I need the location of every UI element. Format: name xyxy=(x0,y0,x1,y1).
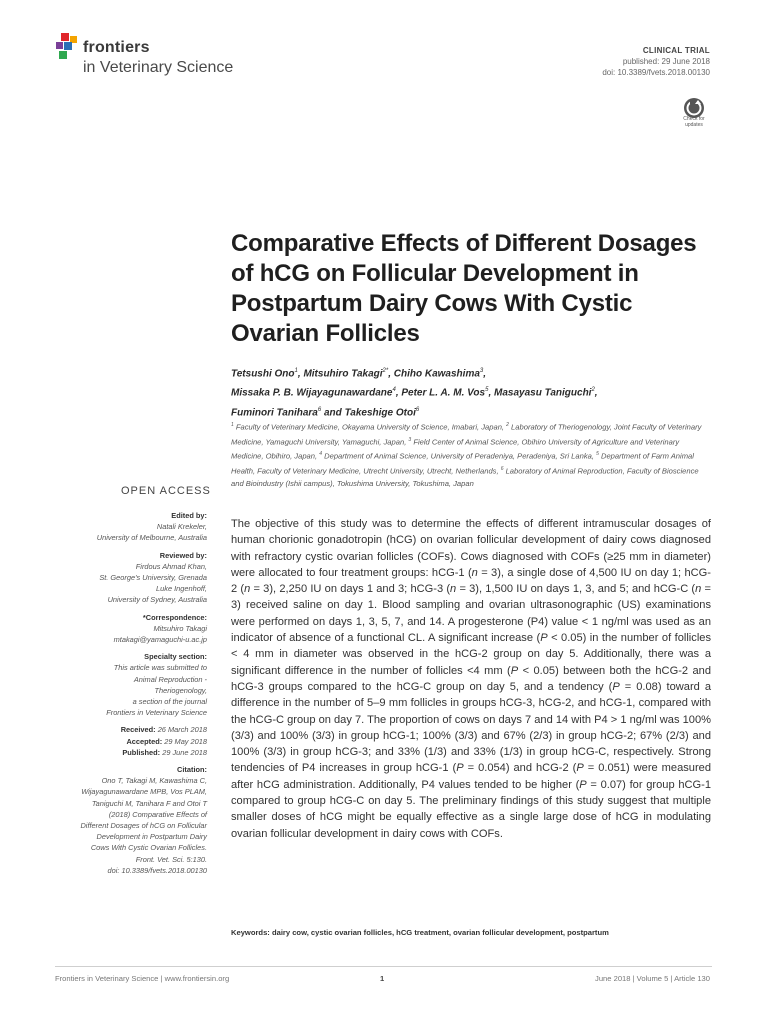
citation-line: Front. Vet. Sci. 5:130. xyxy=(135,854,207,864)
affiliation-marker: 4 xyxy=(319,451,322,458)
received-date: Received: 26 March 2018 xyxy=(120,725,207,735)
specialty-section xyxy=(55,651,207,718)
published-date: published: 29 June 2018 xyxy=(622,57,710,66)
author-name[interactable]: Takeshige Otoi xyxy=(344,406,416,418)
citation-line: Different Dosages of hCG on Follicular xyxy=(80,821,207,831)
reviewer-affiliation: University of Sydney, Australia xyxy=(107,595,207,605)
specialty-line: Animal Reproduction - xyxy=(133,674,207,684)
logo-square-green xyxy=(59,51,67,59)
author-affiliation-marker: 5 xyxy=(485,387,489,394)
affiliation-text: Laboratory of Theriogenology, Joint Faculty of Veterinary Medicine, Yamaguchi University, Yamaguchi, Japan, xyxy=(231,422,702,447)
correspondence-label: *Correspondence: xyxy=(142,612,207,622)
affiliation-text: Field Center of Animal Science, Obihiro University of Agriculture and Veterinary Medicine, Obihiro, Japan, xyxy=(231,437,680,461)
citation-section xyxy=(55,764,207,876)
citation-line: Development in Postpartum Dairy xyxy=(96,832,207,842)
edited-by-section xyxy=(55,510,207,544)
statistic-symbol: P xyxy=(540,632,548,645)
open-access-label: OPEN ACCESS xyxy=(121,485,211,497)
frontiers-logo-icon xyxy=(55,33,81,61)
footer-journal-link[interactable]: Frontiers in Veterinary Science | www.frontiersin.org xyxy=(55,974,230,983)
affiliations xyxy=(231,419,711,490)
reviewer-name: Luke Ingenhoff, xyxy=(156,584,207,594)
article-sidebar xyxy=(55,510,207,882)
article-type: CLINICAL TRIAL xyxy=(642,46,710,55)
correspondence-section xyxy=(55,612,207,646)
author-affiliation-marker: 1 xyxy=(294,368,298,374)
affiliation-marker: 2 xyxy=(506,422,509,428)
author-affiliation-marker: 2 xyxy=(591,387,595,394)
author-name[interactable]: Missaka P. B. Wijayagunawardane xyxy=(231,387,393,399)
citation-doi[interactable]: doi: 10.3389/fvets.2018.00130 xyxy=(107,865,207,875)
affiliation-text: Faculty of Veterinary Medicine, Okayama University of Science, Imabari, Japan, xyxy=(233,422,507,432)
statistic-symbol: P xyxy=(612,680,620,693)
reviewer-name: Firdous Ahmad Khan, xyxy=(135,561,207,571)
logo-square-red xyxy=(61,33,69,41)
author-name[interactable]: Mitsuhiro Takagi xyxy=(303,368,383,380)
published-date-sidebar: Published: 29 June 2018 xyxy=(122,747,207,757)
keywords-list: dairy cow, cystic ovarian follicles, hCG treatment, ovarian follicular development, postpartum xyxy=(271,928,609,937)
affiliation-text: Department of Farm Animal Health, Faculty of Veterinary Medicine, Utrecht University, Utrecht, Netherlands, xyxy=(231,452,694,476)
statistic-symbol: P xyxy=(456,762,464,775)
keywords xyxy=(231,928,711,937)
journal-section: in Veterinary Science xyxy=(83,59,234,76)
author-name[interactable]: Peter L. A. M. Vos xyxy=(401,387,486,399)
statistic-symbol: P xyxy=(579,778,587,791)
statistic-symbol: n xyxy=(450,583,457,596)
editor-name: Natali Krekeler, xyxy=(156,522,207,532)
citation-line: Ono T, Takagi M, Kawashima C, xyxy=(101,776,207,786)
affiliation-text: Department of Animal Science, University of Peradeniya, Peradeniya, Sri Lanka, xyxy=(322,452,597,461)
affiliation-marker: 5 xyxy=(596,451,599,458)
citation-label: Citation: xyxy=(177,765,207,775)
article-meta xyxy=(602,46,710,77)
author-affiliation-marker: 6 xyxy=(317,406,322,413)
keywords-label: Keywords: xyxy=(231,928,270,937)
reviewed-by-section xyxy=(55,550,207,606)
footer-divider xyxy=(55,966,712,967)
specialty-line: a section of the journal xyxy=(132,697,207,707)
author-affiliation-marker: 4 xyxy=(392,387,396,394)
statistic-symbol: P xyxy=(576,762,584,775)
accepted-date: Accepted: 29 May 2018 xyxy=(126,736,207,746)
affiliation-marker: 6 xyxy=(500,466,504,473)
specialty-label: Specialty section: xyxy=(144,652,207,662)
editor-affiliation: University of Melbourne, Australia xyxy=(96,533,207,543)
citation-line: Wijayagunawardane MPB, Vos PLAM, xyxy=(81,787,207,797)
check-for-updates-label: Check for updates xyxy=(683,116,705,128)
reviewed-by-label: Reviewed by: xyxy=(159,550,207,560)
correspondence-name: Mitsuhiro Takagi xyxy=(153,623,207,633)
logo-square-orange xyxy=(70,36,77,43)
statistic-symbol: P xyxy=(510,664,519,677)
abstract-text: The objective of this study was to determine the effects of different intramuscular dosages of human chorionic gonadotropin (hCG) on ovarian follicular development of dairy cows diagnosed with refractory cystic ovarian follicles (COFs). Cows diagnosed with COFs (≥25 mm in diameter) were allocated to four treatment groups: hCG-1 (n = 3), a single dose of 4,500 IU on day 1; hCG-2 (n = 3), 2,250 IU on days 1 and 3; hCG-3 (n = 3), 1,500 IU on days 1, 3, and 5; and hCG-C (n = 3) received saline on day 1. Blood sampling and ovarian ultrasonographic (US) examinations were performed on days 1, 3, 5, 7, and 14. A progesterone (P4) value < 1 ng/ml was used as an indicator of absence of a functional CL. A significant increase (P < 0.05) in the number of follicles < 4 mm in diameter was observed in the hCG-2 group on day 5. Additionally, there was a significant difference in the number of follicles <4 mm (P < 0.05) between both the hCG-2 and hCG-3 groups compared to the hCG-C group on day 5, and a tendency (P = 0.08) toward a difference in the number of 5–9 mm follicles in groups hCG-3, hCG-2, and hCG-1, compared with the hCG-C group on day 7. The proportion of cows on days 7 and 14 with P4 > 1 ng/ml was 100% (3/3) and 100% (3/3) in group hCG-1; 100% (3/3) and 67% (2/3) in group hCG-2; 67% (2/3) and 100% (3/3) in group hCG-3; and 33% (1/3) and 33% (1/3) in group hCG-C, respectively. Strong tendencies of P4 increases in group hCG-1 (P = 0.054) and hCG-2 (P = 0.051) were measured after hCG administration. Additionally, P4 values tended to be higher (P = 0.07) for group hCG-1 compared to group hCG-C on day 5. The preliminary findings of this study suggest that multiple smaller doses of hCG might be equally effective as a single large dose of hCG in modulating ovarian follicular development in dairy cows with COFs. xyxy=(231,518,712,840)
author-affiliation-marker: 6 xyxy=(415,406,420,413)
journal-logo[interactable] xyxy=(55,33,255,83)
specialty-line: This article was submitted to xyxy=(113,663,207,673)
specialty-line: Theriogenology, xyxy=(154,685,207,695)
footer-issue-info: June 2018 | Volume 5 | Article 130 xyxy=(595,974,710,983)
dates-section xyxy=(55,724,207,758)
reviewer-affiliation: St. George's University, Grenada xyxy=(99,573,207,583)
author-name[interactable]: Fuminori Tanihara xyxy=(231,406,318,418)
article-title: Comparative Effects of Different Dosages of hCG on Follicular Development in Postpartum Dairy Cows With Cystic Ovarian Follicles xyxy=(231,230,697,347)
author-affiliation-marker: 2* xyxy=(382,368,389,374)
edited-by-label: Edited by: xyxy=(171,511,207,520)
statistic-symbol: n xyxy=(471,566,478,579)
statistic-symbol: n xyxy=(244,583,251,596)
citation-line: Cows With Cystic Ovarian Follicles. xyxy=(90,843,207,853)
specialty-line: Frontiers in Veterinary Science xyxy=(106,708,207,718)
author-name[interactable]: Masayasu Taniguchi xyxy=(494,387,592,399)
affiliation-text: Laboratory of Animal Reproduction, Faculty of Bioscience and Bioindustry (Ishii campus), Tokushima University, Tokushima, Japan xyxy=(231,466,699,488)
citation-line: Taniguchi M, Tanihara F and Otoi T xyxy=(91,798,207,808)
author-name[interactable]: Chiho Kawashima xyxy=(393,368,480,380)
statistic-symbol: n xyxy=(695,583,702,596)
author-list: Tetsushi Ono$^1$, Mitsuhiro Takagi$^{2*}$, Chiho Kawashima$^3$, Missaka P. B. Wijayagunawardane$^4$, Peter L. A. M. Vos$^5$, Masayasu Taniguchi$^2$, Fuminori Tanihara$^6$ and Takeshige Otoi$^6$ xyxy=(231,368,598,418)
journal-name: frontiers xyxy=(83,39,150,56)
logo-square-blue xyxy=(64,42,72,50)
logo-square-purple xyxy=(56,42,63,49)
author-affiliation-marker: 3 xyxy=(479,368,484,374)
author-name[interactable]: Tetsushi Ono xyxy=(231,368,295,380)
affiliation-marker: 3 xyxy=(408,436,412,443)
doi-link[interactable]: doi: 10.3389/fvets.2018.00130 xyxy=(602,68,710,77)
page-number: 1 xyxy=(380,974,385,983)
affiliation-marker: 1 xyxy=(231,422,234,428)
citation-line: (2018) Comparative Effects of xyxy=(108,809,207,819)
correspondence-email[interactable]: mtakagi@yamaguchi-u.ac.jp xyxy=(113,635,207,645)
